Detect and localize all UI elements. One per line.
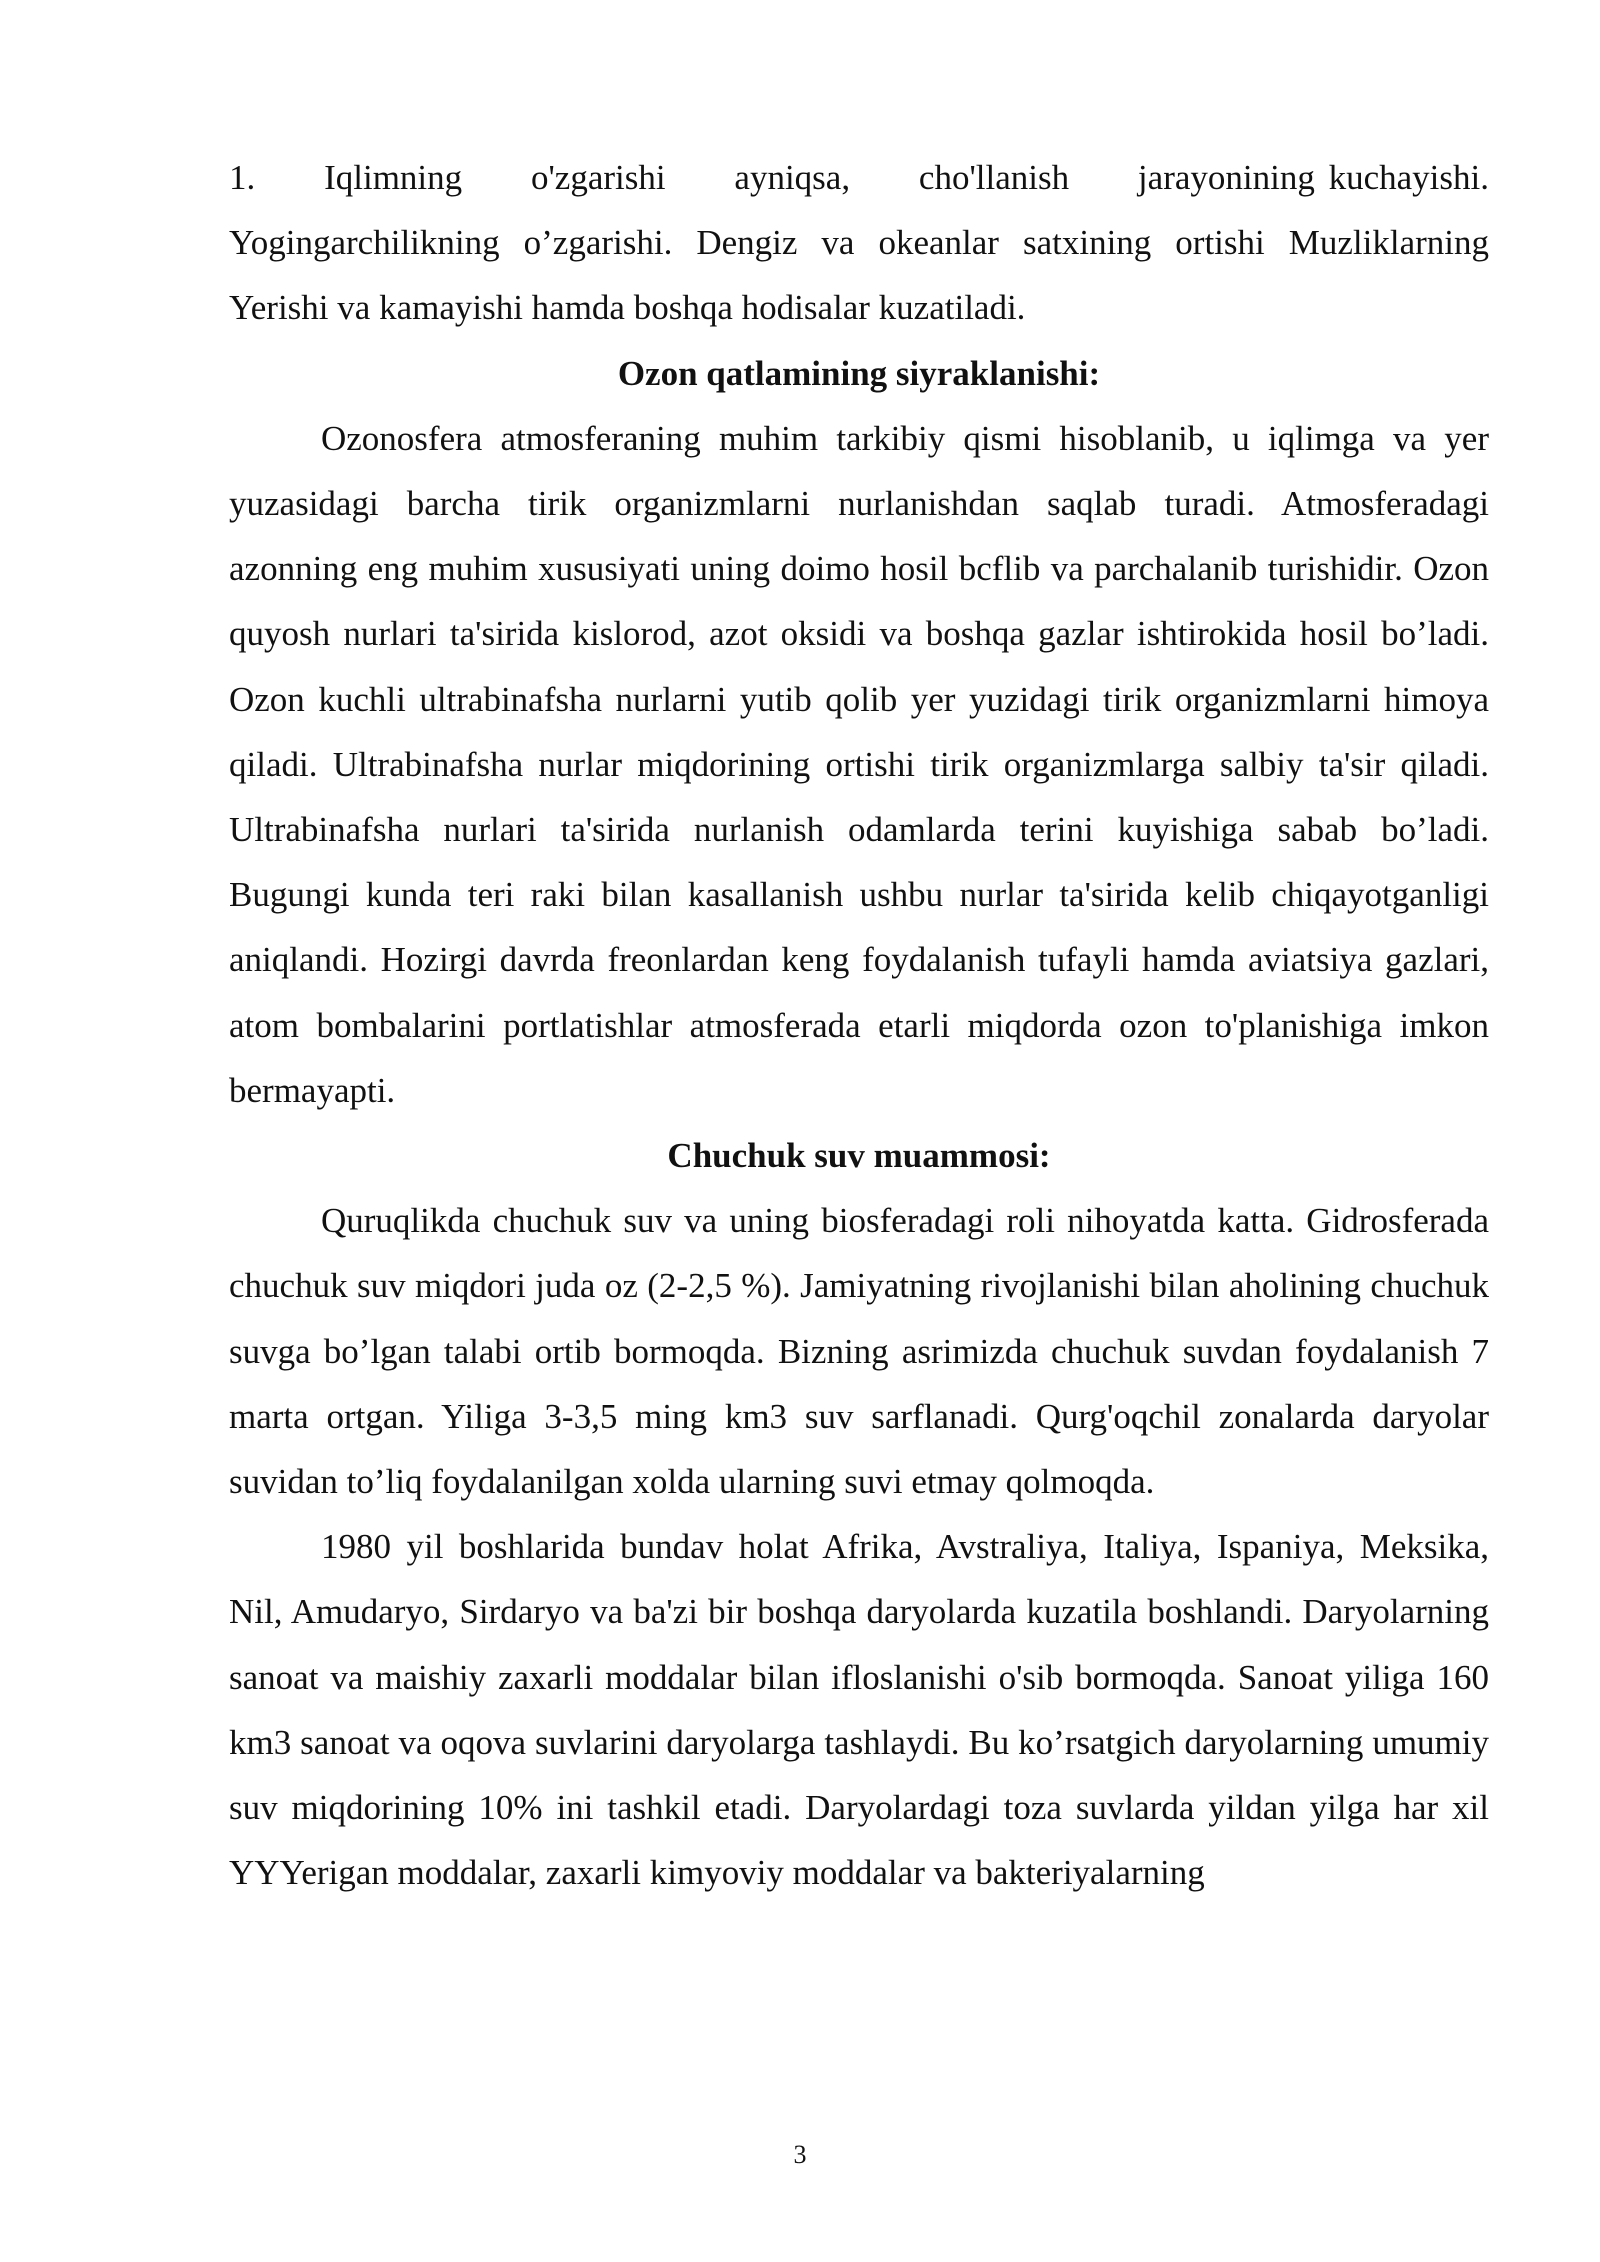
page-number: 3	[793, 2140, 807, 2169]
paragraph-rivers-1980: 1980 yil boshlarida bundav holat Afrika, Avstraliya, Italiya, Ispaniya, Meksika, Nil, Amudaryo, Sirdaryo va ba'zi bir boshqa daryolarda kuzatila boshlandi. Daryolarning sanoat va maishiy zaxarli moddalar bilan ifloslanishi o'sib bormoqda. Sanoat yiliga 160 km3 sanoat va oqova suvlarini daryolarga tashlaydi. Bu ko’rsatgich daryolarning umumiy suv miqdorining 10% ini tashkil etadi. Daryolardagi toza suvlarda yildan yilga har xil YYYerigan moddalar, zaxarli kimyoviy moddalar va bakteriyalarning	[229, 1527, 1489, 1893]
heading-fresh-water: Chuchuk suv muammosi:	[667, 1136, 1051, 1176]
document-page	[229, 145, 1489, 1905]
heading-ozone-layer: Ozon qatlamining siyraklanishi:	[617, 353, 1101, 393]
paragraph-climate-change: 1. Iqlimning o'zgarishi ayniqsa, cho'llanish jarayonining kuchayishi. Yogingarchilikning o’zgarishi. Dengiz va okeanlar satxining ortishi Muzliklarning Yerishi va kamayishi hamda boshqa hodisalar kuzatiladi.	[229, 158, 1489, 328]
paragraph-ozonosphere: Ozonosfera atmosferaning muhim tarkibiy qismi hisoblanib, u iqlimga va yer yuzasidagi barcha tirik organizmlarni nurlanishdan saqlab turadi. Atmosferadagi azonning eng muhim xususiyati uning doimo hosil bcflib va parchalanib turishidir. Ozon quyosh nurlari ta'sirida kislorod, azot oksidi va boshqa gazlar ishtirokida hosil bo’ladi. Ozon kuchli ultrabinafsha nurlarni yutib qolib yer yuzidagi tirik organizmlarni himoya qiladi. Ultrabinafsha nurlar miqdorining ortishi tirik organizmlarga salbiy ta'sir qiladi. Ultrabinafsha nurlari ta'sirida nurlanish odamlarda terini kuyishiga sabab bo’ladi. Bugungi kunda teri raki bilan kasallanish ushbu nurlar ta'sirida kelib chiqayotganligi aniqlandi. Hozirgi davrda freonlardan keng foydalanish tufayli hamda aviatsiya gazlari, atom bombalarini portlatishlar atmosferada etarli miqdorda ozon to'planishiga imkon bermayapti.	[229, 418, 1489, 1110]
paragraph-fresh-water: Quruqlikda chuchuk suv va uning biosferadagi roli nihoyatda katta. Gidrosferada chuchuk suv miqdori juda oz (2-2,5 %). Jamiyatning rivojlanishi bilan aholining chuchuk suvga bo’lgan talabi ortib bormoqda. Bizning asrimizda chuchuk suvdan foydalanish 7 marta ortgan. Yiliga 3-3,5 ming km3 suv sarflanadi. Qurg'oqchil zonalarda daryolar suvidan to’liq foydalanilgan xolda ularning suvi etmay qolmoqda.	[229, 1201, 1489, 1502]
